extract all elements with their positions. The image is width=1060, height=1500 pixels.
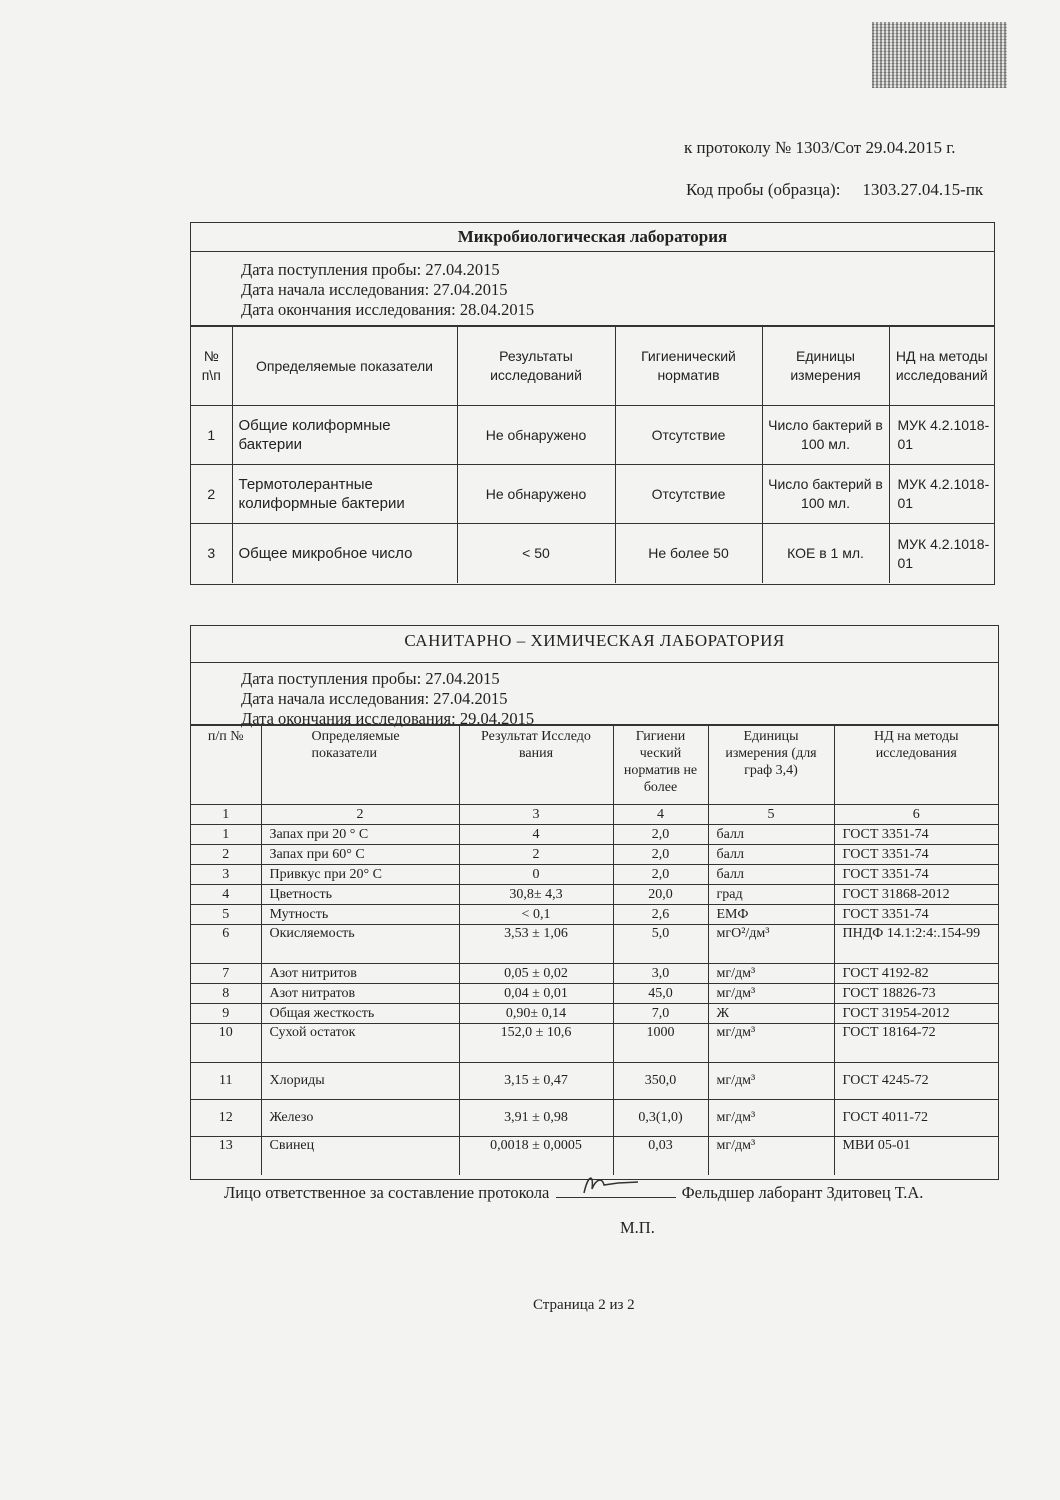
chem-lab-dates bbox=[191, 663, 998, 728]
row-norm: 2,0 bbox=[613, 845, 708, 865]
table-row bbox=[191, 885, 998, 905]
row-norm: 2,0 bbox=[613, 825, 708, 845]
col-header-result: Результаты исследований bbox=[457, 327, 615, 406]
protocol-reference: к протоколу № 1303/Сот 29.04.2015 г. bbox=[684, 138, 956, 157]
row-unit: мг/дм³ bbox=[708, 1024, 834, 1063]
micro-date-end: Дата окончания исследования: 28.04.2015 bbox=[241, 300, 535, 319]
chem-date-end: Дата окончания исследования: 29.04.2015 bbox=[241, 709, 535, 728]
table-row bbox=[191, 1004, 998, 1024]
row-indicator: Запах при 60° С bbox=[261, 845, 459, 865]
table-header-row bbox=[191, 327, 994, 406]
row-result: 0,0018 ± 0,0005 bbox=[459, 1137, 613, 1176]
table-row bbox=[191, 925, 998, 964]
row-norm: Отсутствие bbox=[615, 406, 762, 465]
responsible-person: Фельдшер лаборант Здитовец Т.А. bbox=[681, 1183, 924, 1202]
row-method: ГОСТ 3351-74 bbox=[834, 905, 998, 925]
row-norm: Не более 50 bbox=[615, 524, 762, 584]
col-number: 4 bbox=[613, 805, 708, 825]
row-indicator: Азот нитратов bbox=[261, 984, 459, 1004]
row-result: 0 bbox=[459, 865, 613, 885]
row-method: ГОСТ 18826-73 bbox=[834, 984, 998, 1004]
row-result: 0,05 ± 0,02 bbox=[459, 964, 613, 984]
row-number: 13 bbox=[191, 1137, 261, 1176]
row-indicator: Свинец bbox=[261, 1137, 459, 1176]
row-result: 0,04 ± 0,01 bbox=[459, 984, 613, 1004]
row-method: МУК 4.2.1018-01 bbox=[889, 465, 994, 524]
table-row bbox=[191, 1024, 998, 1063]
row-number: 2 bbox=[191, 845, 261, 865]
row-norm: Отсутствие bbox=[615, 465, 762, 524]
row-indicator: Азот нитритов bbox=[261, 964, 459, 984]
row-number: 11 bbox=[191, 1063, 261, 1100]
row-norm: 0,3(1,0) bbox=[613, 1100, 708, 1137]
row-method: ГОСТ 18164-72 bbox=[834, 1024, 998, 1063]
row-indicator: Запах при 20 ° С bbox=[261, 825, 459, 845]
row-norm: 350,0 bbox=[613, 1063, 708, 1100]
row-unit: мгО²/дм³ bbox=[708, 925, 834, 964]
col-header-indicator: Определяемые показатели bbox=[232, 327, 457, 406]
table-row bbox=[191, 1100, 998, 1137]
row-norm: 2,6 bbox=[613, 905, 708, 925]
row-number: 4 bbox=[191, 885, 261, 905]
seal-placeholder: М.П. bbox=[620, 1218, 655, 1237]
row-norm: 1000 bbox=[613, 1024, 708, 1063]
micro-results-table bbox=[191, 326, 994, 583]
row-method: ГОСТ 3351-74 bbox=[834, 825, 998, 845]
responsible-label: Лицо ответственное за составление протокола bbox=[224, 1183, 550, 1202]
col-header-indicator: Определяемые показатели bbox=[261, 726, 459, 805]
sample-code-label: Код пробы (образца): bbox=[686, 180, 841, 199]
row-number: 9 bbox=[191, 1004, 261, 1024]
micro-date-received: Дата поступления пробы: 27.04.2015 bbox=[241, 260, 500, 279]
row-number: 1 bbox=[191, 406, 232, 465]
col-number: 2 bbox=[261, 805, 459, 825]
row-result: 0,90± 0,14 bbox=[459, 1004, 613, 1024]
table-row bbox=[191, 524, 994, 584]
col-header-norm: Гигиенический норматив bbox=[615, 327, 762, 406]
row-number: 3 bbox=[191, 865, 261, 885]
row-unit: ЕМФ bbox=[708, 905, 834, 925]
col-header-result: Результат Исследо вания bbox=[459, 726, 613, 805]
col-header-number: п/п № bbox=[191, 726, 261, 805]
col-header-unit: Единицы измерения (для граф 3,4) bbox=[708, 726, 834, 805]
row-number: 1 bbox=[191, 825, 261, 845]
micro-lab-section bbox=[190, 222, 995, 585]
table-row bbox=[191, 1063, 998, 1100]
row-number: 12 bbox=[191, 1100, 261, 1137]
row-result: 3,53 ± 1,06 bbox=[459, 925, 613, 964]
row-method: ГОСТ 3351-74 bbox=[834, 845, 998, 865]
column-number-row bbox=[191, 805, 998, 825]
col-header-number: № п\п bbox=[191, 327, 232, 406]
chem-results-table bbox=[191, 725, 998, 1175]
row-number: 7 bbox=[191, 964, 261, 984]
signature-line bbox=[224, 1183, 923, 1203]
row-number: 5 bbox=[191, 905, 261, 925]
table-row bbox=[191, 845, 998, 865]
row-unit: балл bbox=[708, 865, 834, 885]
row-indicator: Общая жесткость bbox=[261, 1004, 459, 1024]
sample-code-line bbox=[686, 180, 983, 200]
row-number: 2 bbox=[191, 465, 232, 524]
table-row bbox=[191, 825, 998, 845]
col-number: 5 bbox=[708, 805, 834, 825]
row-result: 30,8± 4,3 bbox=[459, 885, 613, 905]
row-method: ГОСТ 3351-74 bbox=[834, 865, 998, 885]
row-result: 2 bbox=[459, 845, 613, 865]
row-unit: мг/дм³ bbox=[708, 984, 834, 1004]
row-number: 6 bbox=[191, 925, 261, 964]
row-indicator: Цветность bbox=[261, 885, 459, 905]
row-norm: 45,0 bbox=[613, 984, 708, 1004]
row-unit: Ж bbox=[708, 1004, 834, 1024]
micro-lab-dates bbox=[191, 252, 994, 326]
row-unit: мг/дм³ bbox=[708, 1063, 834, 1100]
row-indicator: Железо bbox=[261, 1100, 459, 1137]
row-indicator: Привкус при 20° С bbox=[261, 865, 459, 885]
row-norm: 0,03 bbox=[613, 1137, 708, 1176]
signature-mark bbox=[556, 1183, 676, 1198]
row-indicator: Окисляемость bbox=[261, 925, 459, 964]
row-unit: мг/дм³ bbox=[708, 964, 834, 984]
chem-date-start: Дата начала исследования: 27.04.2015 bbox=[241, 689, 508, 708]
micro-date-start: Дата начала исследования: 27.04.2015 bbox=[241, 280, 508, 299]
row-indicator: Термотолерантные колиформные бактерии bbox=[232, 465, 457, 524]
row-method: ГОСТ 31954-2012 bbox=[834, 1004, 998, 1024]
row-unit: Число бактерий в 100 мл. bbox=[762, 465, 889, 524]
row-unit: Число бактерий в 100 мл. bbox=[762, 406, 889, 465]
row-method: ГОСТ 31868-2012 bbox=[834, 885, 998, 905]
row-unit: град bbox=[708, 885, 834, 905]
row-norm: 20,0 bbox=[613, 885, 708, 905]
row-norm: 7,0 bbox=[613, 1004, 708, 1024]
page-number: Страница 2 из 2 bbox=[533, 1297, 635, 1313]
row-result: < 50 bbox=[457, 524, 615, 584]
chem-lab-title: САНИТАРНО – ХИМИЧЕСКАЯ ЛАБОРАТОРИЯ bbox=[191, 626, 998, 663]
col-header-unit: Единицы измерения bbox=[762, 327, 889, 406]
chem-date-received: Дата поступления пробы: 27.04.2015 bbox=[241, 669, 500, 688]
row-result: < 0,1 bbox=[459, 905, 613, 925]
row-number: 3 bbox=[191, 524, 232, 584]
col-header-method: НД на методы исследования bbox=[834, 726, 998, 805]
table-row bbox=[191, 865, 998, 885]
table-row bbox=[191, 406, 994, 465]
sample-code-value: 1303.27.04.15-пк bbox=[862, 180, 984, 199]
row-method: ГОСТ 4192-82 bbox=[834, 964, 998, 984]
row-norm: 2,0 bbox=[613, 865, 708, 885]
row-method: МВИ 05-01 bbox=[834, 1137, 998, 1176]
row-number: 10 bbox=[191, 1024, 261, 1063]
row-unit: мг/дм³ bbox=[708, 1137, 834, 1176]
row-unit: мг/дм³ bbox=[708, 1100, 834, 1137]
row-result: 3,15 ± 0,47 bbox=[459, 1063, 613, 1100]
row-unit: балл bbox=[708, 845, 834, 865]
row-indicator: Общие колиформные бактерии bbox=[232, 406, 457, 465]
row-indicator: Общее микробное число bbox=[232, 524, 457, 584]
row-method: МУК 4.2.1018-01 bbox=[889, 406, 994, 465]
row-result: 3,91 ± 0,98 bbox=[459, 1100, 613, 1137]
col-header-method: НД на методы исследований bbox=[889, 327, 994, 406]
row-method: ГОСТ 4245-72 bbox=[834, 1063, 998, 1100]
row-method: ГОСТ 4011-72 bbox=[834, 1100, 998, 1137]
row-unit: балл bbox=[708, 825, 834, 845]
row-norm: 5,0 bbox=[613, 925, 708, 964]
col-header-norm: Гигиени ческий норматив не более bbox=[613, 726, 708, 805]
row-result: 152,0 ± 10,6 bbox=[459, 1024, 613, 1063]
row-result: Не обнаружено bbox=[457, 406, 615, 465]
table-row bbox=[191, 905, 998, 925]
table-header-row bbox=[191, 726, 998, 805]
row-result: 4 bbox=[459, 825, 613, 845]
row-method: ПНДФ 14.1:2:4:.154-99 bbox=[834, 925, 998, 964]
row-result: Не обнаружено bbox=[457, 465, 615, 524]
table-row bbox=[191, 984, 998, 1004]
scan-stamp-mark bbox=[872, 22, 1007, 88]
col-number: 6 bbox=[834, 805, 998, 825]
row-indicator: Сухой остаток bbox=[261, 1024, 459, 1063]
chem-lab-section bbox=[190, 625, 999, 1180]
table-row bbox=[191, 964, 998, 984]
table-row bbox=[191, 465, 994, 524]
row-norm: 3,0 bbox=[613, 964, 708, 984]
col-number: 3 bbox=[459, 805, 613, 825]
row-method: МУК 4.2.1018-01 bbox=[889, 524, 994, 584]
table-row bbox=[191, 1137, 998, 1176]
row-indicator: Мутность bbox=[261, 905, 459, 925]
row-unit: КОЕ в 1 мл. bbox=[762, 524, 889, 584]
row-indicator: Хлориды bbox=[261, 1063, 459, 1100]
col-number: 1 bbox=[191, 805, 261, 825]
row-number: 8 bbox=[191, 984, 261, 1004]
micro-lab-title: Микробиологическая лаборатория bbox=[191, 223, 994, 252]
